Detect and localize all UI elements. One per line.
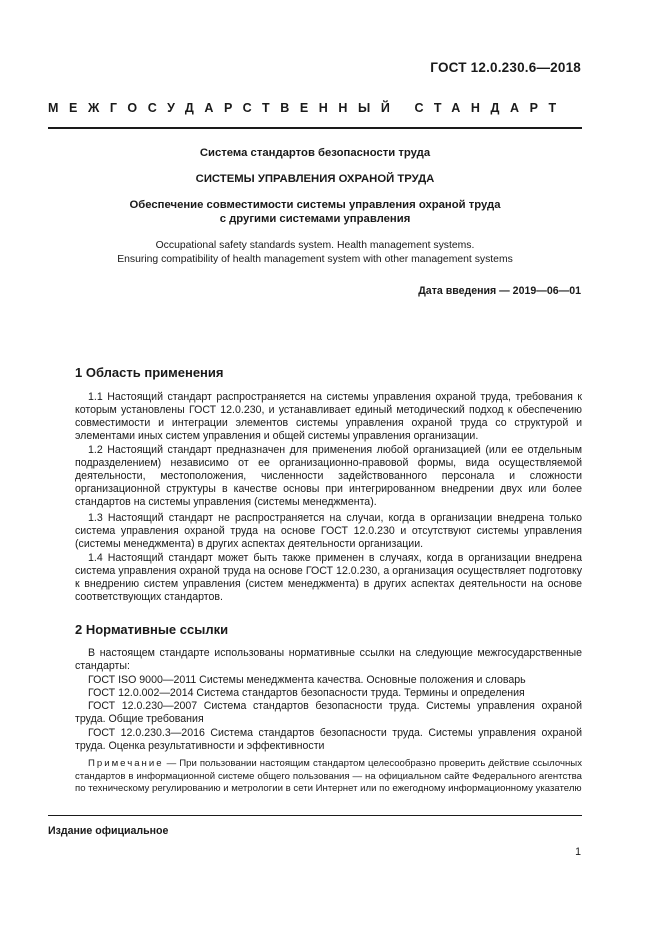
paragraph-1-3: 1.3 Настоящий стандарт не распространяется на случаи, когда в организации внедрена только система управления охраной труда на основе ГОСТ 12.0.230 и отсутствуют системы управления (системы менеджмента) в других аспектах деятельности организации. xyxy=(75,512,582,551)
subtitle-line: Обеспечение совместимости системы управления охраной труда xyxy=(129,199,501,211)
subtitle-line: с другими системами управления xyxy=(219,212,411,225)
reference-item: ГОСТ ISO 9000—2011 Системы менеджмента качества. Основные положения и словарь xyxy=(88,674,526,686)
standard-code: ГОСТ 12.0.230.6—2018 xyxy=(430,60,581,75)
header-rule xyxy=(48,127,582,129)
introduction-date: Дата введения — 2019—06—01 xyxy=(418,285,581,297)
english-title-line: Ensuring compatibility of health management system with other management systems xyxy=(117,253,513,265)
page-number: 1 xyxy=(575,846,581,858)
reference-item: ГОСТ 12.0.230—2007 Система стандартов безопасности труда. Системы управления охраной труда. Общие требования xyxy=(75,700,582,726)
paragraph-1-2: 1.2 Настоящий стандарт предназначен для применения любой организацией (или ее отдельным подразделением) независимо от ее организационно-правовой формы, вида осуществляемой деятельности, местоположения, численности задействованного персонала и сложности организационной структуры в качестве основы при интегрированном внедрении двух или более стандартов на системы управления (системы менеджмента). xyxy=(75,444,582,509)
system-title: Система стандартов безопасности труда xyxy=(199,147,431,159)
footer-rule xyxy=(48,815,582,816)
subtitle xyxy=(48,199,582,226)
section-heading-normative-references: 2 Нормативные ссылки xyxy=(75,622,229,637)
paragraph-1-4: 1.4 Настоящий стандарт может быть также применен в случаях, когда в организации внедрена система управления охраной труда на основе ГОСТ 12.0.230, а организация осуществляет подготовку к внедрению систем управления (систем менеджмента) в других аспектах деятельности на основе соответствующих стандартов. xyxy=(75,552,582,604)
note-text: — При пользовании настоящим стандартом целесообразно проверить действие ссылочных стандартов в информационной системе общего пользования — на официальном сайте Федерального агентства по техническому регулированию и метрологии в сети Интернет или по ежегодному информационному указателю xyxy=(75,758,582,795)
reference-item: ГОСТ 12.0.230.3—2016 Система стандартов безопасности труда. Системы управления охраной труда. Оценка результативности и эффективности xyxy=(75,727,582,753)
references-intro: В настоящем стандарте использованы нормативные ссылки на следующие межгосударственные стандарты: xyxy=(75,647,582,673)
note-label: Примечание xyxy=(88,758,164,769)
interstate-standard-banner: МЕЖГОСУДАРСТВЕННЫЙ СТАНДАРТ xyxy=(48,101,567,115)
main-title: СИСТЕМЫ УПРАВЛЕНИЯ ОХРАНОЙ ТРУДА xyxy=(195,173,435,185)
official-edition-label: Издание официальное xyxy=(48,825,169,837)
english-title xyxy=(48,239,582,266)
section-heading-scope: 1 Область применения xyxy=(75,365,224,380)
paragraph-1-1: 1.1 Настоящий стандарт распространяется на системы управления охраной труда, требования к которым установлены ГОСТ 12.0.230, и устанавливает единый методический подход к обеспечению совместимости и интеграции элементов системы управления охраной труда со структурой и элементами иных систем управления и общей системы управления организации. xyxy=(75,391,582,443)
reference-item: ГОСТ 12.0.002—2014 Система стандартов безопасности труда. Термины и определения xyxy=(88,687,525,699)
english-title-line: Occupational safety standards system. Health management systems. xyxy=(155,240,475,251)
references-note xyxy=(75,758,582,796)
